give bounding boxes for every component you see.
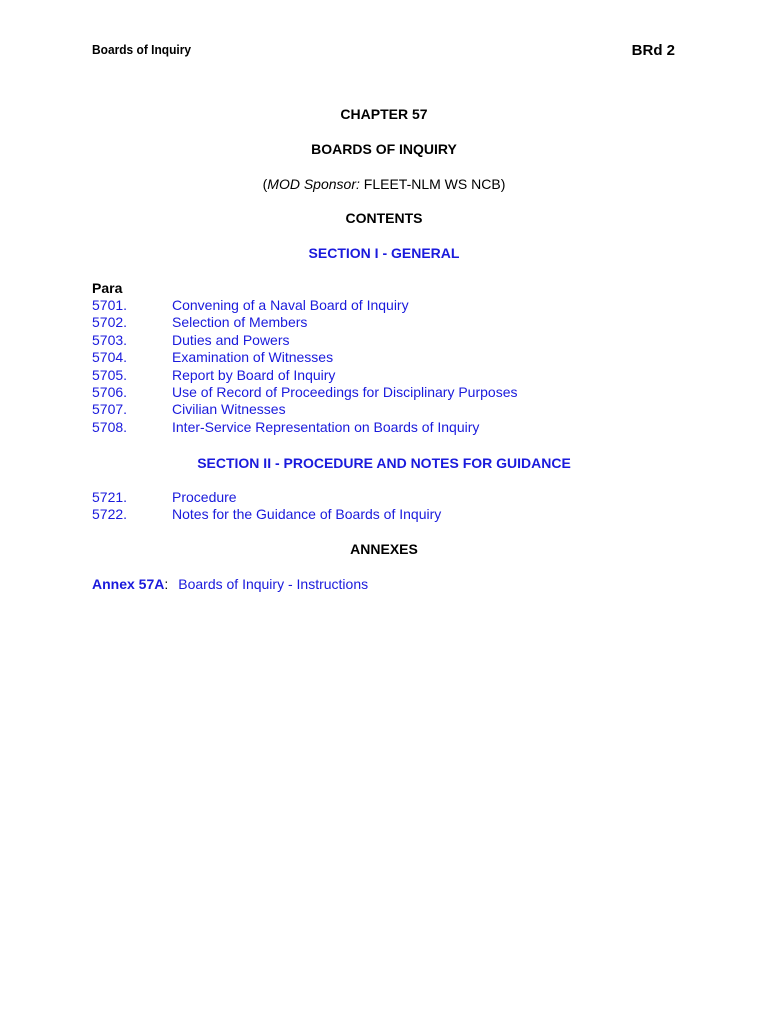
annex-id: Annex 57A	[92, 576, 165, 592]
contents-entry-link[interactable]	[92, 401, 518, 418]
section-1-heading-link[interactable]: SECTION I - GENERAL	[308, 245, 460, 261]
para-number: 5707.	[92, 401, 128, 418]
para-number: 5721.	[92, 489, 128, 505]
sponsor-open-paren: (	[262, 176, 268, 192]
para-title: Procedure	[172, 489, 237, 505]
para-title: Notes for the Guidance of Boards of Inquiry	[172, 506, 442, 523]
contents-entry-link[interactable]	[92, 332, 518, 349]
annex-separator: :	[164, 576, 169, 592]
para-number: 5722.	[92, 506, 128, 523]
contents-entry-link[interactable]	[92, 297, 518, 314]
chapter-title: BOARDS OF INQUIRY	[311, 141, 457, 157]
contents-entry-link[interactable]	[92, 489, 441, 506]
para-title: Report by Board of Inquiry	[172, 366, 336, 383]
para-number: 5703.	[92, 331, 128, 348]
para-column-label: Para	[92, 280, 123, 296]
para-number: 5702.	[92, 314, 128, 331]
para-title: Duties and Powers	[172, 331, 290, 348]
para-number: 5706.	[92, 383, 128, 400]
annexes-heading: ANNEXES	[350, 541, 418, 557]
para-title: Civilian Witnesses	[172, 401, 286, 418]
annex-title: Boards of Inquiry - Instructions	[178, 576, 369, 592]
para-title: Inter-Service Representation on Boards of Inquiry	[172, 418, 480, 435]
para-number: 5704.	[92, 349, 128, 366]
para-number: 5708.	[92, 418, 128, 435]
sponsor-label: MOD Sponsor:	[267, 176, 360, 192]
section-2-contents-list	[92, 489, 441, 524]
contents-entry-link[interactable]	[92, 367, 518, 384]
running-header-title: Boards of Inquiry	[92, 42, 192, 57]
para-title: Selection of Members	[172, 314, 308, 331]
para-title: Convening of a Naval Board of Inquiry	[172, 297, 409, 313]
sponsor-value: FLEET-NLM WS NCB	[359, 176, 501, 192]
mod-sponsor-line	[0, 176, 768, 192]
contents-heading: CONTENTS	[345, 210, 423, 226]
contents-entry-link[interactable]	[92, 384, 518, 401]
para-title: Use of Record of Proceedings for Disciplinary Purposes	[172, 383, 518, 400]
annex-entry-link[interactable]	[92, 576, 368, 592]
section-2-heading-link[interactable]: SECTION II - PROCEDURE AND NOTES FOR GUIDANCE	[197, 455, 571, 471]
para-number: 5705.	[92, 366, 128, 383]
contents-entry-link[interactable]	[92, 506, 441, 523]
running-header-code: BRd 2	[631, 42, 675, 59]
para-number: 5701.	[92, 297, 128, 313]
contents-entry-link[interactable]	[92, 314, 518, 331]
section-1-contents-list	[92, 297, 518, 436]
para-title: Examination of Witnesses	[172, 349, 334, 366]
contents-entry-link[interactable]	[92, 349, 518, 366]
sponsor-close-paren: )	[500, 176, 506, 192]
contents-entry-link[interactable]	[92, 419, 518, 436]
chapter-number: CHAPTER 57	[340, 106, 428, 122]
